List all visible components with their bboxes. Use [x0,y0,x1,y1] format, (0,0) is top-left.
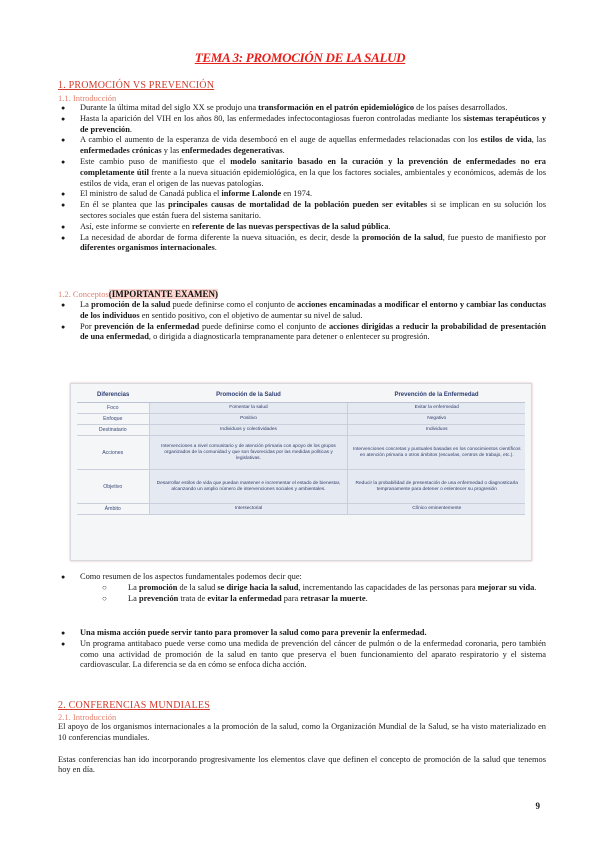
table-cell: Individuos y colectividades [149,425,348,436]
section-2-1-heading: 2.1. Introducción [58,712,117,722]
concept-bullets [58,300,546,343]
table-cell: Evitar la enfermedad [348,403,525,414]
paragraph: El apoyo de los organismos internacionales a la promoción de la salud, como la Organización Mundial de la Salud, se ha visto materializado en 10 conferencias mundiales. [58,722,546,742]
section-1-2-heading: 1.2. Conceptos(IMPORTANTE EXAMEN) [58,289,219,299]
comparison-table-figure [70,383,532,561]
table-cell: Intervenciones concretas y puntuales basadas en los conocimientos científicos en atención primaria o otros ámbitos (escuelas, centros de trabajo, etc.). [348,436,525,470]
table-row [77,470,525,504]
list-item: ● Como resumen de los aspectos fundamentales podemos decir que: ○ La promoción de la salud se dirige hacia la salud, incrementando las capacidades de las personas para mejorar su vida. ○ La prevención trata de evitar la enfermedad para retrasar la muerte. [58,572,546,604]
list-item: ● El ministro de salud de Canadá publica el informe Lalonde en 1974. [58,189,546,200]
list-item: ● La necesidad de abordar de forma diferente la nueva situación, es decir, desde la promoción de la salud, fue puesto de manifiesto por diferentes organismos internacionales. [58,233,546,255]
section-1-1-heading: 1.1. Introducción [58,93,117,103]
table-cell: Ámbito [77,504,149,515]
table-cell: Acciones [77,436,149,470]
exam-highlight: (IMPORTANTE EXAMEN) [108,289,219,299]
list-item: ● Así, este informe se convierte en referente de las nuevas perspectivas de la salud pública. [58,222,546,233]
table-cell: Reducir la probabilidad de presentación de una enfermedad o diagnosticarla tempranamente para detener o enlentecer su progresión [348,470,525,504]
sub-list-item: ○ La promoción de la salud se dirige hacia la salud, incrementando las capacidades de las personas para mejorar su vida. [102,583,546,594]
table-cell: Enfoque [77,414,149,425]
table-cell: Objetivo [77,470,149,504]
list-item: ● Durante la última mitad del siglo XX se produjo una transformación en el patrón epidemiológico de los países desarrollados. [58,103,546,114]
table-row [77,414,525,425]
summary-bullets-2 [58,628,546,671]
list-item: ● Una misma acción puede servir tanto para promover la salud como para prevenir la enfermedad. [58,628,546,639]
section-1-heading: 1. PROMOCIÓN VS PREVENCIÓN [58,80,215,91]
list-item: ● A cambio el aumento de la esperanza de vida desembocó en el auge de aquellas enfermedades relacionadas con los estilos de vida, las enfermedades crónicas y las enfermedades degenerativas. [58,135,546,157]
table-cell: Positivo [149,414,348,425]
table-cell: Intersectorial [149,504,348,515]
table-cell: Destinatario [77,425,149,436]
list-item: ● En él se plantea que las principales causas de mortalidad de la población pueden ser evitables si se implican en su solución los sectores sociales que están fuera del sistema sanitario. [58,200,546,222]
section-2-body [58,722,546,776]
page-number: 9 [535,801,540,811]
table-header: Diferencias [77,388,149,403]
table-header: Prevención de la Enfermedad [348,388,525,403]
table-cell: Intervenciones a nivel comunitario y de atención primaria con apoyo de los grupos organizados de la comunidad y que son favorecidas por las medidas políticas y legislativas. [149,436,348,470]
table-header: Promoción de la Salud [149,388,348,403]
intro-bullets [58,103,546,254]
comparison-table [77,388,525,515]
list-item: ● La promoción de la salud puede definirse como el conjunto de acciones encaminadas a modificar el entorno y cambiar las conductas de los individuos en sentido positivo, con el objetivo de aumentar su nivel de salud. [58,300,546,322]
table-cell: Desarrollar estilos de vida que puedan mantener e incrementar el estado de bienestar, alcanzando un amplio número de intervenciones sociales y ambientales. [149,470,348,504]
table-cell: Clínico eminentemente [348,504,525,515]
table-row [77,504,525,515]
list-item: ● Por prevención de la enfermedad puede definirse como el conjunto de acciones dirigidas a reducir la probabilidad de presentación de una enfermedad, o dirigida a diagnosticarla tempranamente para detener o enlentecer su progresión. [58,322,546,344]
list-item: ● Un programa antitabaco puede verse como una medida de prevención del cáncer de pulmón o de la enfermedad coronaria, pero también como una actividad de promoción de la salud en tanto que preserva el buen funcionamiento del aparato respiratorio y el sistema cardiovascular. La diferencia se da en cómo se enfoca dicha acción. [58,639,546,671]
table-cell: Foco [77,403,149,414]
table-row [77,425,525,436]
paragraph: Estas conferencias han ido incorporando progresivamente los elementos clave que definen el concepto de promoción de la salud que tenemos hoy en día. [58,754,546,775]
sub-list-item: ○ La prevención trata de evitar la enfermedad para retrasar la muerte. [102,594,546,605]
summary-section [58,572,546,604]
table-row [77,403,525,414]
section-2-heading: 2. CONFERENCIAS MUNDIALES [58,700,210,711]
table-cell: Individuos [348,425,525,436]
table-cell: Fomentar la salud [149,403,348,414]
table-cell: Negativo [348,414,525,425]
table-row [77,436,525,470]
page-title: TEMA 3: PROMOCIÓN DE LA SALUD [194,50,406,65]
list-item: ● Hasta la aparición del VIH en los años 80, las enfermedades infectocontagiosas fueron controladas mediante los sistemas terapéuticos y de prevención. [58,114,546,136]
list-item: ● Este cambio puso de manifiesto que el modelo sanitario basado en la curación y la prevención de enfermedades no era completamente útil frente a la nueva situación epidemiológica, en la que los factores sociales, ambientales y económicos, además de los estilos de vida, eran el origen de las nuevas patologías. [58,157,546,189]
table-header-row [77,388,525,403]
